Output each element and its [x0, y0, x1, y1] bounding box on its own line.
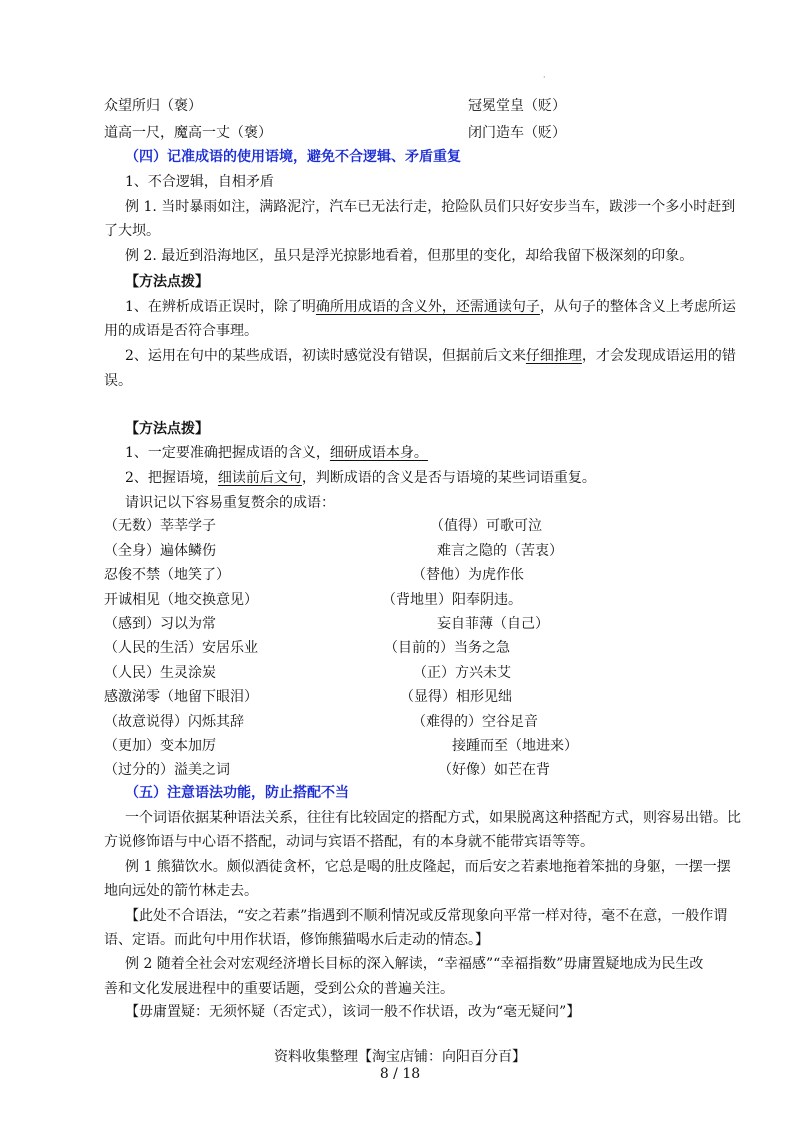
- list-item: （目前的）当务之急: [384, 640, 510, 656]
- list-item: （人民的生活）安居乐业: [104, 640, 258, 656]
- method-title: 【方法点拨】: [125, 421, 209, 437]
- list-item: （好像）如芒在背: [438, 762, 550, 778]
- list-item: 接踵而至（地进来）: [452, 738, 578, 754]
- list-item: 感激涕零（地留下眼泪）: [104, 689, 258, 705]
- note-text: 【此处不合语法，“安之若素”指遇到不顺利情况或反常现象向平常一样对待，毫不在意，一般作谓: [125, 908, 728, 924]
- list-item: （正）方兴未艾: [413, 665, 511, 681]
- footer-source: 资料收集整理【淘宝店铺：向阳百分百】: [274, 1049, 526, 1065]
- list-item: （难得的）空谷足音: [412, 714, 538, 730]
- list-item: （感到）习以为常: [104, 616, 216, 632]
- list-item: 冠冕堂皇（贬）: [468, 98, 566, 114]
- example-text: 例 2 随着全社会对宏观经济增长目标的深入解读，“幸福感”“幸福指数”毋庸置疑地成为民生改: [125, 956, 704, 972]
- method-title: 【方法点拨】: [125, 274, 209, 290]
- example-text: 了大坝。: [104, 223, 160, 239]
- paragraph: 请识记以下容易重复赘余的成语：: [125, 495, 335, 511]
- list-item: 难言之隐的（苦衷）: [437, 543, 563, 559]
- example-text: 地向远处的箭竹林走去。: [104, 883, 258, 899]
- section-heading: （五）注意语法功能，防止搭配不当: [125, 785, 349, 801]
- list-item: （人民）生灵涂炭: [104, 665, 216, 681]
- example-text: 例 2. 最近到沿海地区，虽只是浮光掠影地看着，但那里的变化，却给我留下极深刻的印象。: [125, 248, 694, 264]
- paragraph: 方说修饰语与中心语不搭配，动词与宾语不搭配，有的本身就不能带宾语等等。: [104, 834, 594, 850]
- list-item: （过分的）溢美之词: [104, 762, 230, 778]
- note-text: 【毋庸置疑：无须怀疑（否定式），该词一般不作状语，改为“毫无疑问”】: [125, 1004, 581, 1020]
- paragraph: 2、运用在句中的某些成语，初读时感觉没有错误，但据前后文来仔细推理，才会发现成语运用的错: [125, 348, 736, 364]
- list-item: （值得）可歌可泣: [430, 518, 542, 534]
- list-item: 忍俊不禁（地笑了）: [104, 567, 230, 583]
- example-text: 善和文化发展进程中的重要话题，受到公众的普遍关注。: [104, 981, 454, 997]
- list-item: （无数）莘莘学子: [104, 518, 216, 534]
- top-mark: ·: [543, 73, 546, 82]
- paragraph: 一个词语依据某种语法关系，往往有比较固定的搭配方式，如果脱离这种搭配方式，则容易出错。比: [125, 810, 741, 826]
- subheading: 1、不合逻辑，自相矛盾: [125, 174, 274, 190]
- example-text: 例 1 熊猫饮水。颇似酒徒贪杯，它总是喝的肚皮隆起，而后安之若素地拖着笨拙的身躯，一摆一摆: [125, 859, 731, 875]
- underlined-text: 细研成语本身。: [329, 445, 428, 461]
- page-number: 8 / 18: [379, 1066, 421, 1082]
- list-item: 道高一尺，魔高一丈（褒）: [104, 125, 272, 141]
- section-heading: （四）记准成语的使用语境，避免不合逻辑、矛盾重复: [125, 149, 461, 165]
- paragraph: 1、在辨析成语正误时，除了明确所用成语的含义外，还需通读句子，从句子的整体含义上考虑所运: [125, 299, 736, 315]
- underlined-text: 细读前后文句: [217, 470, 302, 486]
- underlined-text: 仔细推理: [525, 348, 582, 364]
- list-item: 众望所归（褒）: [104, 98, 202, 114]
- paragraph: 2、把握语境，细读前后文句，判断成语的含义是否与语境的某些词语重复。: [125, 470, 596, 486]
- list-item: 闭门造车（贬）: [468, 125, 566, 141]
- underlined-text: 确所用成语的含义外，还需通读句子: [315, 299, 540, 315]
- paragraph: 用的成语是否符合事理。: [104, 323, 258, 339]
- list-item: 开诚相见（地交换意见）: [104, 592, 258, 608]
- list-item: 妄自菲薄（自己）: [437, 616, 549, 632]
- list-item: （背地里）阳奉阴违。: [382, 592, 522, 608]
- list-item: （替他）为虎作伥: [412, 567, 524, 583]
- list-item: （故意说得）闪烁其辞: [104, 714, 244, 730]
- example-text: 例 1. 当时暴雨如注，满路泥泞，汽车已无法行走，抢险队员们只好安步当车，跋涉一个多小时赶到: [125, 199, 736, 215]
- list-item: （更加）变本加厉: [104, 738, 216, 754]
- list-item: （全身）遍体鳞伤: [104, 543, 216, 559]
- list-item: （显得）相形见绌: [400, 689, 512, 705]
- note-text: 语、定语。而此句中用作状语，修饰熊猫喝水后走动的情态。】: [104, 932, 489, 948]
- paragraph: 误。: [104, 373, 132, 389]
- paragraph: 1、一定要准确把握成语的含义，细研成语本身。: [125, 445, 428, 461]
